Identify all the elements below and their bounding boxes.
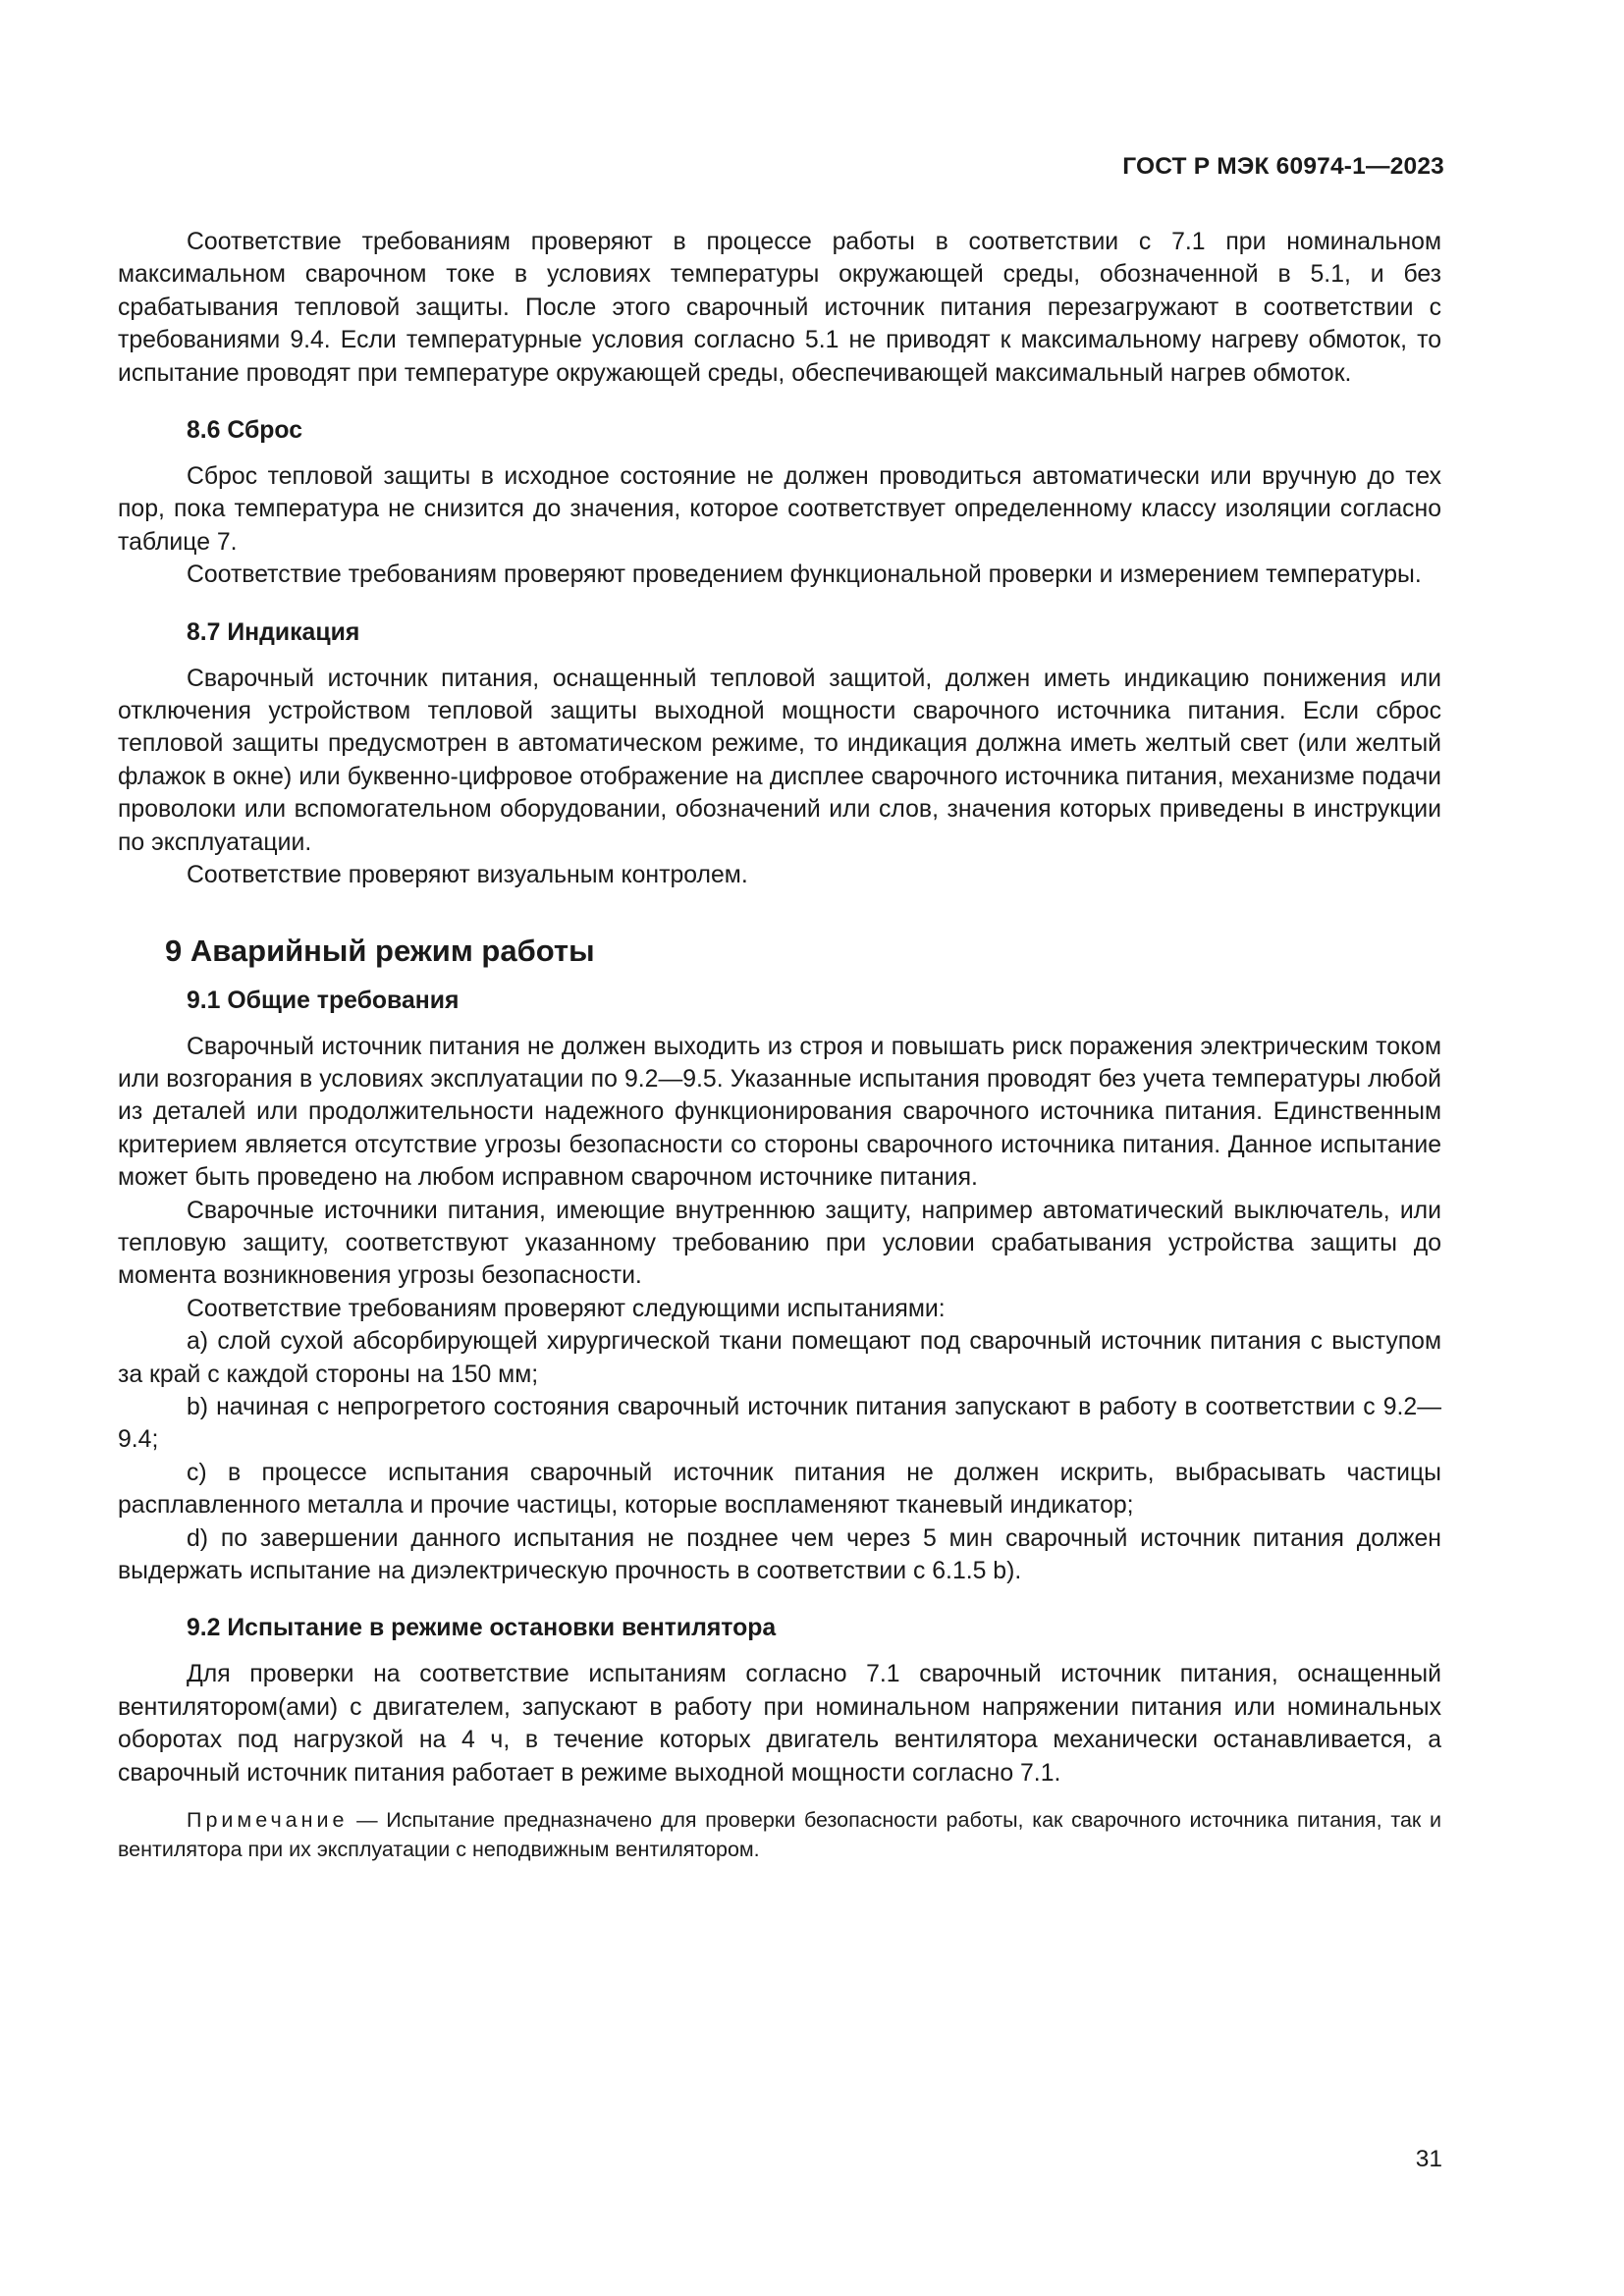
section-heading-9-2: 9.2 Испытание в режиме остановки вентилятора <box>187 1615 777 1642</box>
note-label: Примечание <box>187 1808 349 1833</box>
paragraph: Соответствие требованиям проверяют в процессе работы в соответствии с 7.1 при номинальном максимальном сварочном токе в условиях температуры окружающей среды, обозначенной в 5.1, и без срабатывания тепловой защиты. После этого сварочный источник питания перезагружают в соответствии с требованиями 9.4. Если температурные условия согласно 5.1 не приводят к максимальному нагреву обмоток, то испытание проводят при температуре окружающей среды, обеспечивающей максимальный нагрев обмоток. <box>118 229 1441 387</box>
page-number: 31 <box>1415 2146 1442 2172</box>
chapter-heading-9: 9 Аварийный режим работы <box>165 933 595 968</box>
document-header: ГОСТ Р МЭК 60974-1—2023 <box>1122 153 1444 180</box>
paragraph: Для проверки на соответствие испытаниям согласно 7.1 сварочный источник питания, оснащенный вентилятором(ами) с двигателем, запускают в работу при номинальном напряжении питания или номинальных оборотах под нагрузкой на 4 ч, в течение которых двигатель вентилятора механически останавливается, а сварочный источник питания работает в режиме выходной мощности согласно 7.1. <box>118 1661 1441 1787</box>
paragraph: Соответствие требованиям проверяют проведением функциональной проверки и измерением температуры. <box>187 561 1422 589</box>
paragraph: Сброс тепловой защиты в исходное состояние не должен проводиться автоматически или вручную до тех пор, пока температура не снизится до значения, которое соответствует определенному классу изоляции согласно таблице 7. <box>118 463 1441 556</box>
document-body <box>118 226 1441 1864</box>
paragraph: Сварочный источник питания не должен выходить из строя и повышать риск поражения электрическим током или возгорания в условиях эксплуатации по 9.2—9.5. Указанные испытания проводят без учета температуры любой из деталей или продолжительности надежного функционирования сварочного источника питания. Единственным критерием является отсутствие угрозы безопасности со стороны сварочного источника питания. Данное испытание может быть проведено на любом исправном сварочном источнике питания. <box>118 1033 1441 1192</box>
note <box>118 1805 1441 1864</box>
paragraph: Соответствие проверяют визуальным контролем. <box>187 862 748 889</box>
paragraph: Сварочный источник питания, оснащенный тепловой защитой, должен иметь индикацию понижения или отключения устройством тепловой защиты выходной мощности сварочного источника питания. Если сброс тепловой защиты предусмотрен в автоматическом режиме, то индикация должна иметь желтый свет (или желтый флажок в окне) или буквенно-цифровое отображение на дисплее сварочного источника питания, механизме подачи проволоки или вспомогательном оборудовании, обозначений или слов, значения которых приведены в инструкции по эксплуатации. <box>118 665 1441 856</box>
section-heading-9-1: 9.1 Общие требования <box>187 987 460 1014</box>
section-heading-8-6: 8.6 Сброс <box>187 417 303 445</box>
list-item-a: a) слой сухой абсорбирующей хирургической ткани помещают под сварочный источник питания с выступом за край с каждой стороны на 150 мм; <box>118 1328 1441 1388</box>
list-item-d: d) по завершении данного испытания не позднее чем через 5 мин сварочный источник питания должен выдержать испытание на диэлектрическую прочность в соответствии с 6.1.5 b). <box>118 1524 1441 1584</box>
note-text: — Испытание предназначено для проверки безопасности работы, как сварочного источника питания, так и вентилятора при их эксплуатации с неподвижным вентилятором. <box>118 1808 1441 1862</box>
paragraph: Соответствие требованиям проверяют следующими испытаниями: <box>187 1295 946 1322</box>
list-item-b: b) начиная с непрогретого состояния сварочный источник питания запускают в работу в соответствии с 9.2—9.4; <box>118 1393 1441 1454</box>
section-heading-8-7: 8.7 Индикация <box>187 618 360 646</box>
list-item-c: c) в процессе испытания сварочный источник питания не должен искрить, выбрасывать частицы расплавленного металла и прочие частицы, которые воспламеняют тканевый индикатор; <box>118 1459 1441 1520</box>
paragraph: Сварочные источники питания, имеющие внутреннюю защиту, например автоматический выключатель, или тепловую защиту, соответствуют указанному требованию при условии срабатывания устройства защиты до момента возникновения угрозы безопасности. <box>118 1197 1441 1290</box>
